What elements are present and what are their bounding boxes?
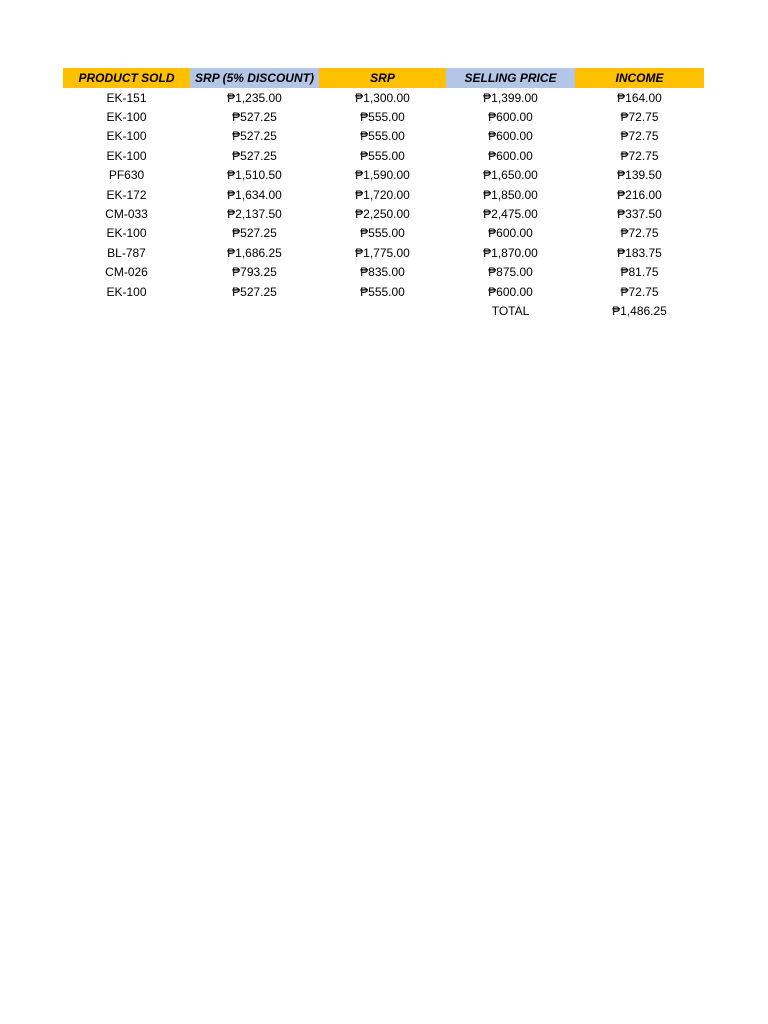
cell-srp-discount: ₱2,137.50 [227, 207, 282, 222]
cell-empty [63, 301, 190, 320]
sales-income-table [63, 68, 704, 321]
table-row [63, 88, 704, 107]
cell-empty [190, 301, 319, 320]
cell-srp: ₱555.00 [360, 110, 405, 125]
cell-srp-discount: ₱527.25 [232, 110, 277, 125]
cell-income: ₱72.75 [620, 284, 659, 299]
table-row [63, 185, 704, 204]
total-label: TOTAL [491, 303, 530, 318]
cell-selling-price: ₱875.00 [488, 265, 533, 280]
cell-srp: ₱1,590.00 [355, 168, 410, 183]
cell-income: ₱81.75 [620, 265, 659, 280]
cell-selling-price: ₱2,475.00 [483, 207, 538, 222]
cell-srp-discount: ₱527.25 [232, 148, 277, 163]
cell-selling-price: ₱600.00 [488, 110, 533, 125]
cell-product: EK-100 [106, 284, 147, 299]
cell-selling-price: ₱1,399.00 [483, 90, 538, 105]
header-srp-discount: SRP (5% DISCOUNT) [190, 68, 319, 88]
cell-selling-price: ₱1,650.00 [483, 168, 538, 183]
cell-product: PF630 [108, 168, 145, 183]
table-row [63, 166, 704, 185]
cell-selling-price: ₱1,870.00 [483, 245, 538, 260]
cell-srp: ₱835.00 [360, 265, 405, 280]
cell-srp-discount: ₱1,686.25 [227, 245, 282, 260]
table-row [63, 282, 704, 301]
cell-income: ₱72.75 [620, 110, 659, 125]
cell-srp: ₱1,300.00 [355, 90, 410, 105]
table-row [63, 224, 704, 243]
cell-srp-discount: ₱527.25 [232, 226, 277, 241]
cell-selling-price: ₱1,850.00 [483, 187, 538, 202]
header-selling-price: SELLING PRICE [446, 68, 575, 88]
cell-product: EK-100 [106, 226, 147, 241]
spreadsheet-page [63, 68, 704, 321]
cell-srp-discount: ₱793.25 [232, 265, 277, 280]
total-value: ₱1,486.25 [612, 303, 667, 318]
cell-srp-discount: ₱1,510.50 [227, 168, 282, 183]
cell-income: ₱183.75 [617, 245, 662, 260]
cell-srp-discount: ₱527.25 [232, 129, 277, 144]
cell-srp: ₱555.00 [360, 129, 405, 144]
table-row [63, 107, 704, 126]
cell-srp: ₱2,250.00 [355, 207, 410, 222]
cell-income: ₱216.00 [617, 187, 662, 202]
cell-selling-price: ₱600.00 [488, 226, 533, 241]
cell-srp: ₱555.00 [360, 148, 405, 163]
cell-srp-discount: ₱1,634.00 [227, 187, 282, 202]
cell-product: EK-100 [106, 129, 147, 144]
total-row [63, 301, 704, 320]
cell-product: EK-100 [106, 148, 147, 163]
cell-srp: ₱1,720.00 [355, 187, 410, 202]
cell-income: ₱72.75 [620, 148, 659, 163]
cell-income: ₱72.75 [620, 226, 659, 241]
cell-product: CM-026 [105, 265, 148, 280]
cell-empty [319, 301, 446, 320]
table-row [63, 146, 704, 165]
cell-product: BL-787 [107, 245, 146, 260]
cell-srp-discount: ₱1,235.00 [227, 90, 282, 105]
cell-income: ₱337.50 [617, 207, 662, 222]
cell-income: ₱72.75 [620, 129, 659, 144]
header-product-sold: PRODUCT SOLD [63, 68, 190, 88]
cell-srp-discount: ₱527.25 [232, 284, 277, 299]
cell-product: EK-100 [106, 110, 147, 125]
cell-selling-price: ₱600.00 [488, 148, 533, 163]
cell-srp: ₱1,775.00 [355, 245, 410, 260]
table-row [63, 243, 704, 262]
cell-selling-price: ₱600.00 [488, 129, 533, 144]
cell-product: EK-151 [106, 90, 147, 105]
cell-selling-price: ₱600.00 [488, 284, 533, 299]
table-row [63, 204, 704, 223]
header-income: INCOME [575, 68, 704, 88]
header-row [63, 68, 704, 88]
header-srp: SRP [319, 68, 446, 88]
cell-income: ₱164.00 [617, 90, 662, 105]
cell-srp: ₱555.00 [360, 226, 405, 241]
cell-product: CM-033 [105, 207, 148, 222]
cell-product: EK-172 [106, 187, 147, 202]
table-row [63, 263, 704, 282]
table-row [63, 127, 704, 146]
cell-srp: ₱555.00 [360, 284, 405, 299]
cell-income: ₱139.50 [617, 168, 662, 183]
